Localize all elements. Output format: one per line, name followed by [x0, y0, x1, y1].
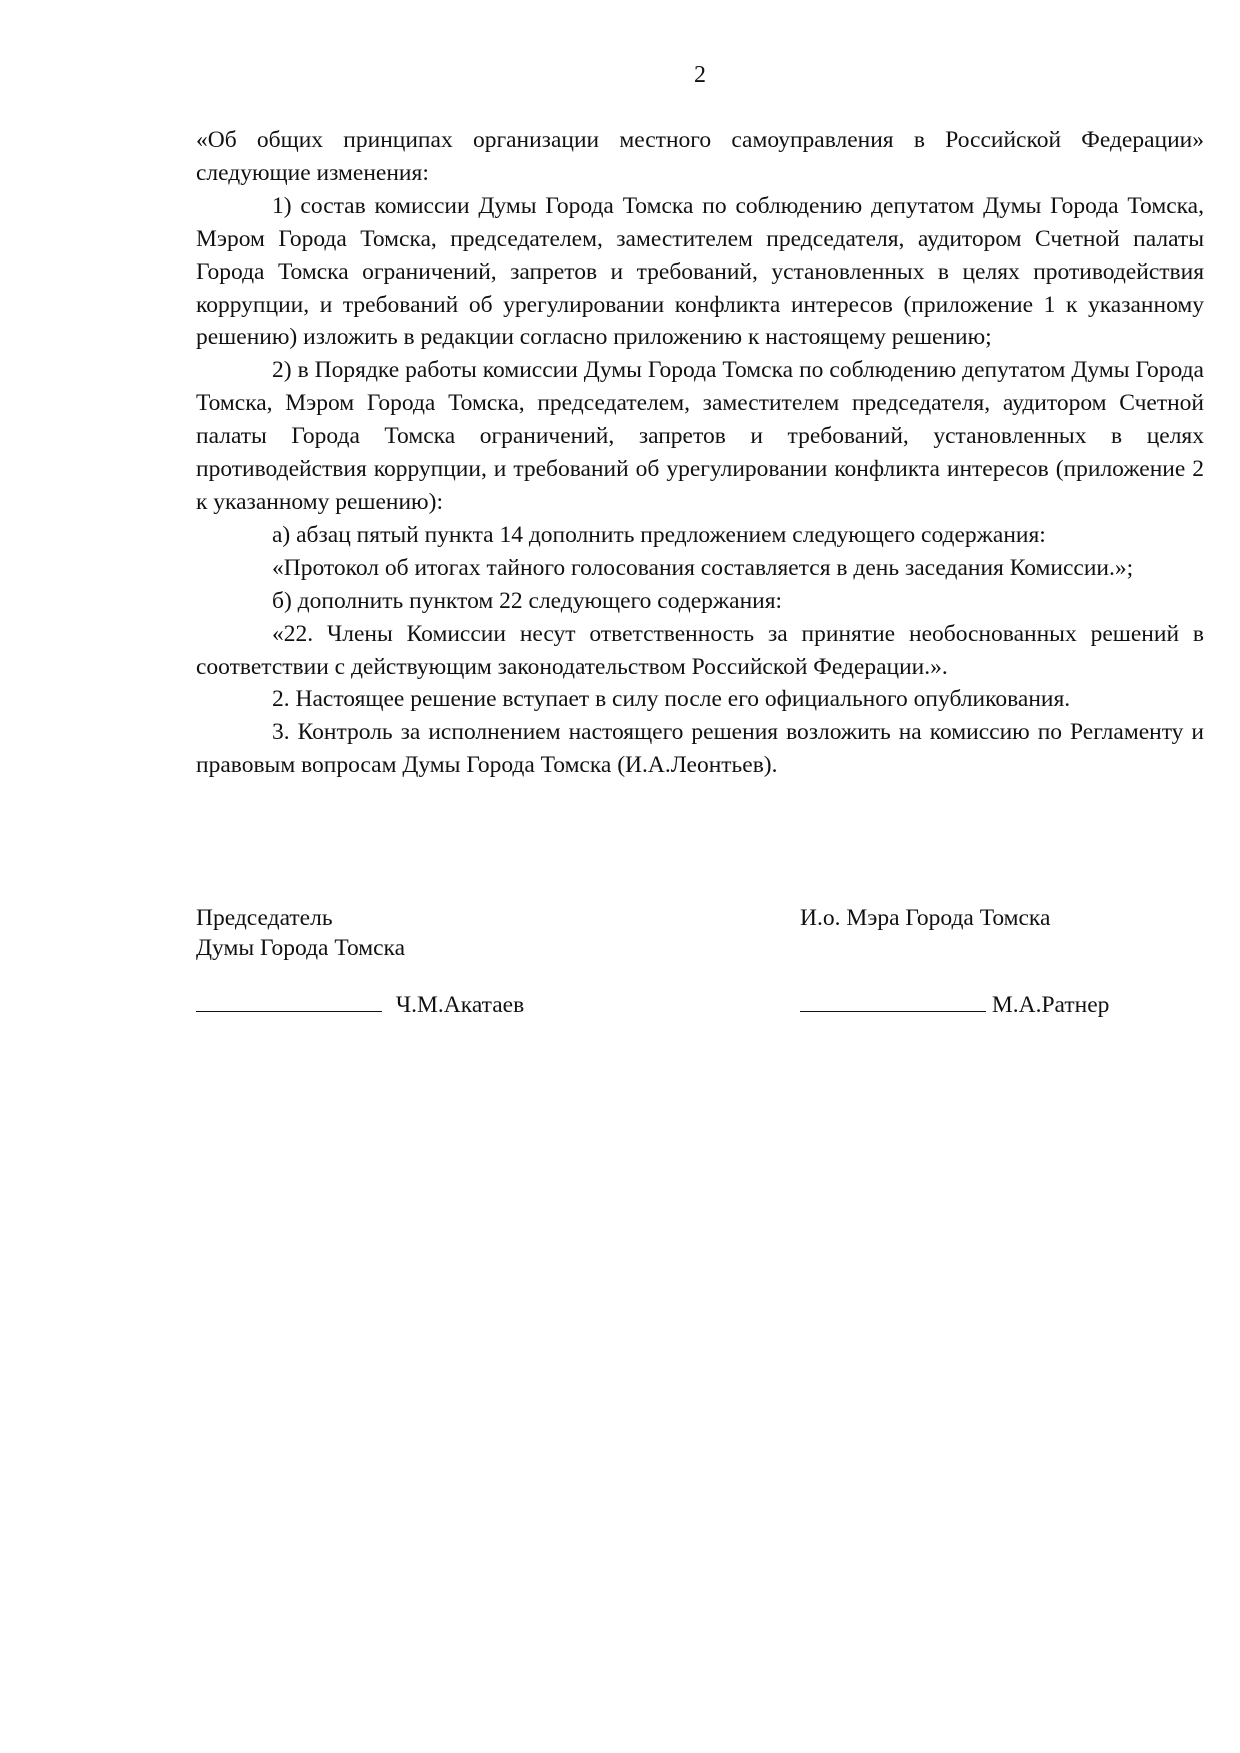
paragraph-item-1: 1) состав комиссии Думы Города Томска по соблюдению депутатом Думы Города Томска, Мэром Города Томска, председателем, заместителем председателя, аудитором Счетной палаты Города Томска ограничений, запретов и требований, установленных в целях противодействия коррупции, и требований об урегулировании конфликта интересов (приложение 1 к указанному решению) изложить в редакции согласно приложению к настоящему решению;: [196, 192, 1204, 351]
signature-left-line: [196, 1011, 382, 1012]
signature-right-block: [800, 990, 1109, 1020]
paragraph-subitem-a: а) абзац пятый пункта 14 дополнить предложением следующего содержания:: [272, 521, 1046, 548]
paragraph-subitem-b: б) дополнить пунктом 22 следующего содержания:: [272, 587, 783, 614]
paragraph-quote-a: «Протокол об итогах тайного голосования составляется в день заседания Комиссии.»;: [272, 554, 1134, 581]
paragraph-clause-2: 2. Настоящее решение вступает в силу после его официального опубликования.: [272, 686, 1071, 713]
paragraph-intro: «Об общих принципах организации местного самоуправления в Российской Федерации» следующие изменения:: [196, 127, 1204, 186]
signature-right-title-line1: И.о. Мэра Города Томска: [800, 905, 1051, 931]
paragraph-item-2: 2) в Порядке работы комиссии Думы Города Томска по соблюдению депутатом Думы Города Томска, Мэром Города Томска, председателем, заместителем председателя, аудитором Счетной палаты Города Томска ограничений, запретов и требований, установленных в целях противодействия коррупции, и требований об урегулировании конфликта интересов (приложение 2 к указанному решению):: [196, 357, 1204, 515]
signature-left-title-line1: Председатель: [196, 905, 333, 931]
paragraph-quote-b: «22. Члены Комиссии несут ответственность за принятие необоснованных решений в соответствии с действующим законодательством Российской Федерации.».: [196, 620, 1204, 680]
paragraph-clause-3: 3. Контроль за исполнением настоящего решения возложить на комиссию по Регламенту и правовым вопросам Думы Города Томска (И.А.Леонтьев).: [196, 719, 1204, 779]
signature-right-title: [800, 903, 1050, 933]
signature-left-block: [196, 990, 524, 1020]
signature-left-title-line2: Думы Города Томска: [196, 935, 406, 961]
signature-right-name: М.А.Ратнер: [991, 992, 1110, 1018]
signature-left-name: Ч.М.Акатаев: [395, 992, 525, 1018]
document-body: [196, 124, 1204, 782]
signature-left-title: [196, 903, 405, 963]
page-number: 2: [694, 62, 706, 88]
signature-right-line: [800, 1011, 986, 1012]
